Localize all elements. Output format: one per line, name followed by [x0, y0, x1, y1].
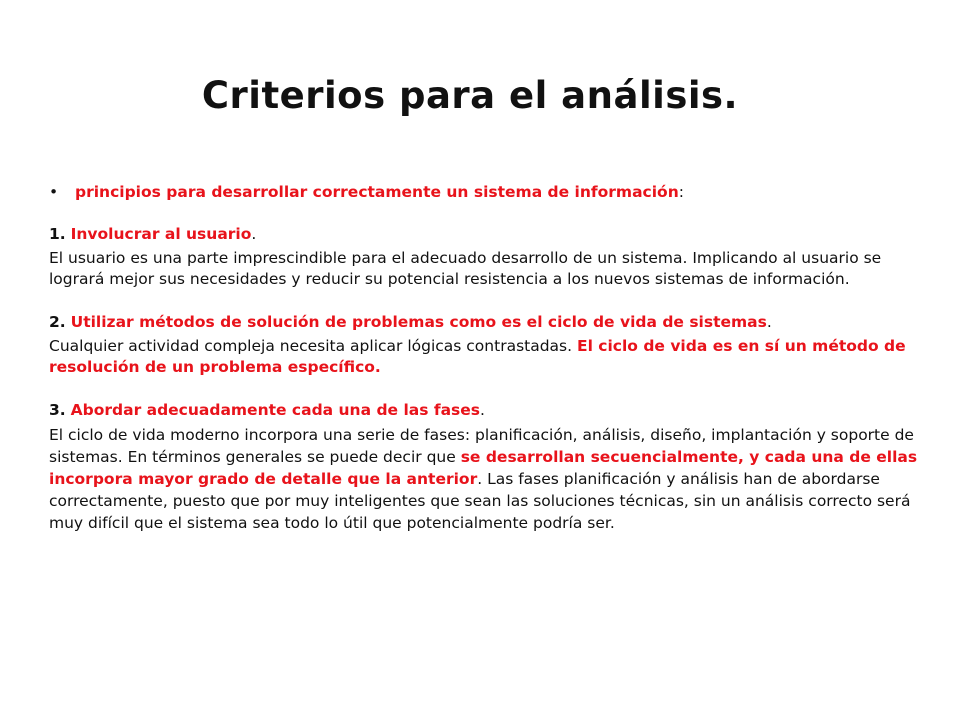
section-2-body-plain: Cualquier actividad compleja necesita aplicar lógicas contrastadas.	[49, 337, 577, 355]
section-2-title: Utilizar métodos de solución de problemas como es el ciclo de vida de sistemas	[70, 313, 767, 331]
section-1-number: 1.	[49, 225, 66, 243]
slide-content	[49, 180, 919, 554]
section-3-body-highlight: se desarrollan secuencialmente, y cada una de ellas incorpora mayor grado de detalle que la anterior	[49, 448, 918, 488]
section-1-body: El usuario es una parte imprescindible para el adecuado desarrollo de un sistema. Implicando al usuario se logrará mejor sus necesidades y reducir su potencial resistencia a los nuevos sistemas de información.	[49, 249, 882, 288]
section-3-title: Abordar adecuadamente cada una de las fases	[70, 401, 481, 419]
section-2-body	[49, 336, 919, 378]
section-2-heading	[49, 310, 919, 334]
section-2-number: 2.	[49, 313, 66, 331]
section-3-body-plain-1: El ciclo de vida moderno incorpora una serie de fases: planificación, análisis, diseño, implantación y soporte de sistemas. En términos generales se puede decir que	[49, 426, 914, 466]
section-3-body-plain-2: . Las fases planificación y análisis han de abordarse correctamente, puesto que por muy inteligentes que sean las soluciones técnicas, sin un análisis correcto será muy difícil que el sistema sea todo lo útil que potencialmente podría ser.	[49, 470, 911, 532]
section-1-title: Involucrar al usuario	[70, 225, 252, 243]
page-title: Criterios para el análisis.	[201, 74, 739, 117]
section-3-title-end: .	[480, 401, 485, 419]
bullet-intro	[49, 180, 919, 204]
section-1-title-end: .	[251, 225, 257, 243]
section-1-heading	[49, 222, 919, 246]
bullet-icon: •	[49, 183, 59, 201]
section-3-heading	[49, 398, 919, 422]
bullet-text: principios para desarrollar correctamente un sistema de información	[75, 183, 679, 201]
section-3-number: 3.	[49, 401, 66, 419]
section-2-body-highlight: El ciclo de vida es en sí un método de resolución de un problema específico.	[49, 337, 906, 376]
section-3-body	[49, 424, 919, 534]
bullet-suffix: :	[678, 183, 684, 201]
section-2-title-end: .	[766, 313, 772, 331]
